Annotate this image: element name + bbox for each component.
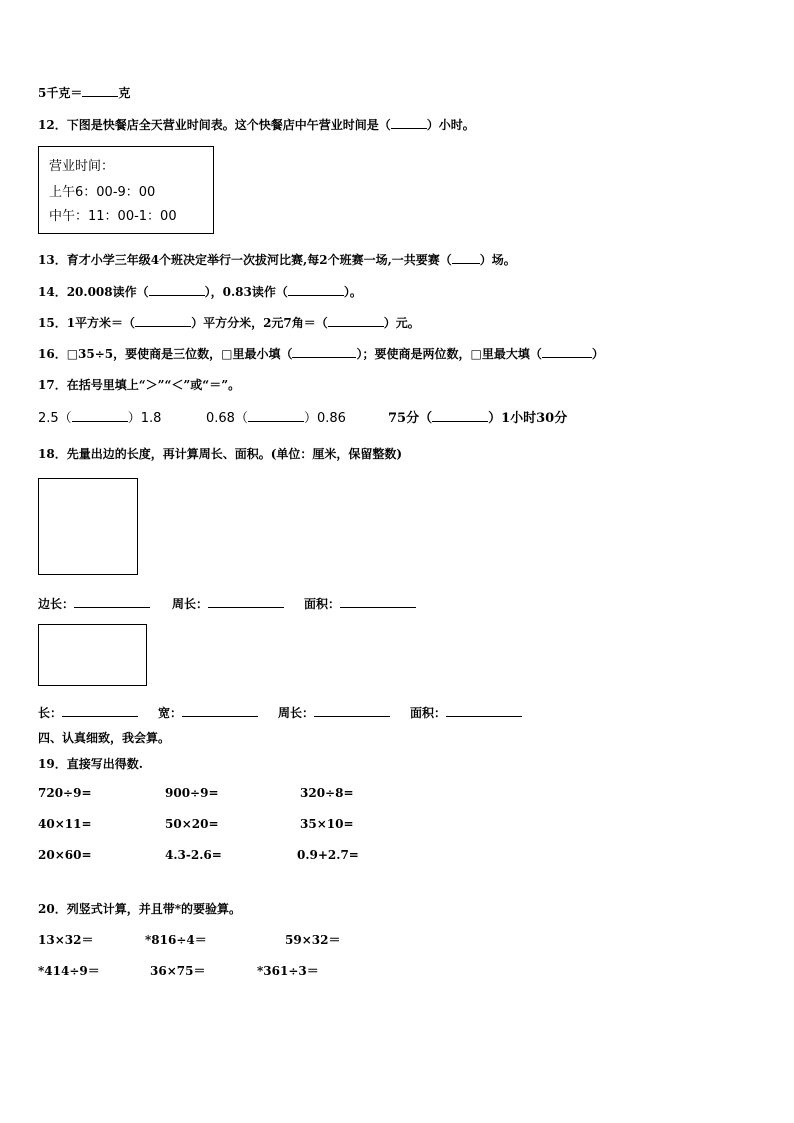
area-blank[interactable] [340,595,416,608]
rect-perimeter-field [278,704,390,721]
q15-text-b: ）平方分米，2元7角＝（ [191,316,328,330]
rect-length-field [38,704,138,721]
q17-c1-left: 2.5（ [38,411,72,426]
q17-c3-right: ）1小时30分 [488,411,568,426]
q17-question: 17．在括号里填上“＞”“＜”或“＝”。 [38,378,241,392]
q20-question: 20．列竖式计算，并且带*的要验算。 [38,902,241,916]
vertical-calc-item: 13×32＝ [38,933,94,947]
calc-item: 0.9+2.7= [297,848,359,862]
calc-item: 35×10= [300,817,354,831]
q18-question: 18．先量出边的长度，再计算周长、面积。(单位：厘米，保留整数) [38,447,403,461]
q17-c2-left: 0.68（ [206,411,248,426]
q17-blank-2[interactable] [248,408,304,422]
rect-area-blank[interactable] [446,704,522,717]
vertical-calc-item: *816÷4＝ [145,933,207,947]
q16-text-a: 16．□35÷5，要使商是三位数，□里最小填（ [38,347,293,361]
calc-item: 40×11= [38,817,92,831]
calc-item: 50×20= [165,817,219,831]
q13-suffix: ）场。 [479,253,516,267]
q11-tail [38,84,130,101]
q14-question [38,283,362,300]
q17-c3-left: 75分（ [388,411,433,426]
q17-compare-3 [388,407,567,426]
q15-text-a: 15．1平方米＝（ [38,316,136,330]
side-label: 边长： [38,597,75,611]
q14-text-a: 14．20.008读作（ [38,285,149,299]
hours-morning: 上午6：00-9：00 [49,185,156,200]
q14-text-b: ），0.83读作（ [204,285,288,299]
calc-item: 20×60= [38,848,92,862]
q17-blank-1[interactable] [72,408,128,422]
width-blank[interactable] [182,704,258,717]
rect-perimeter-label: 周长： [278,706,315,720]
area-label: 面积： [304,597,341,611]
calc-item: 4.3-2.6= [165,848,222,862]
q13-question [38,251,516,268]
rect-perimeter-blank[interactable] [314,704,390,717]
length-blank[interactable] [62,704,138,717]
q16-blank-1[interactable] [292,345,356,358]
square-figure [38,478,138,575]
q19-question: 19．直接写出得数. [38,757,143,771]
rect-area-label: 面积： [410,706,447,720]
q15-blank-2[interactable] [328,314,384,327]
q16-text-b: ）；要使商是两位数，□里最大填（ [356,347,542,361]
square-side-field [38,595,150,612]
length-label: 长： [38,706,63,720]
q14-blank-2[interactable] [288,283,344,296]
q17-blank-3[interactable] [432,408,488,422]
rect-area-field [410,704,522,721]
q17-compare-2 [206,407,346,426]
q11-suffix: 克 [118,86,131,100]
q11-prefix: 5千克＝ [38,86,83,100]
q11-answer-blank[interactable] [82,84,118,97]
q16-text-c: ） [591,347,604,361]
q12-question [38,116,475,133]
q16-blank-2[interactable] [542,345,592,358]
section-4-heading: 四、认真细致，我会算。 [38,731,171,745]
q15-blank-1[interactable] [135,314,191,327]
q13-text: 13．育才小学三年级4个班决定举行一次拔河比赛,每2个班赛一场,一共要赛（ [38,253,452,267]
q14-text-c: ）。 [343,285,362,299]
business-hours-table [38,146,214,234]
q16-question [38,345,604,362]
side-blank[interactable] [74,595,150,608]
q17-c1-right: ）1.8 [127,411,162,426]
rect-width-field [158,704,258,721]
q13-answer-blank[interactable] [452,251,480,264]
calc-item: 720÷9= [38,786,92,800]
q12-text: 12．下图是快餐店全天营业时间表。这个快餐店中午营业时间是（ [38,118,391,132]
perimeter-label: 周长： [172,597,209,611]
calc-item: 320÷8= [300,786,354,800]
vertical-calc-item: 59×32＝ [285,933,341,947]
q15-text-c: ）元。 [383,316,420,330]
vertical-calc-item: *361÷3＝ [257,964,319,978]
hours-title: 营业时间： [49,159,115,174]
hours-noon: 中午：11：00-1：00 [49,209,177,224]
square-area-field [304,595,416,612]
calc-item: 900÷9= [165,786,219,800]
q17-compare-1 [38,407,161,426]
vertical-calc-item: 36×75＝ [150,964,206,978]
q14-blank-1[interactable] [149,283,205,296]
width-label: 宽： [158,706,183,720]
q17-c2-right: ）0.86 [303,411,346,426]
q12-suffix: ）小时。 [426,118,475,132]
vertical-calc-item: *414÷9＝ [38,964,100,978]
perimeter-blank[interactable] [208,595,284,608]
square-perimeter-field [172,595,284,612]
q12-answer-blank[interactable] [391,116,427,129]
q15-question [38,314,420,331]
rectangle-figure [38,624,147,686]
